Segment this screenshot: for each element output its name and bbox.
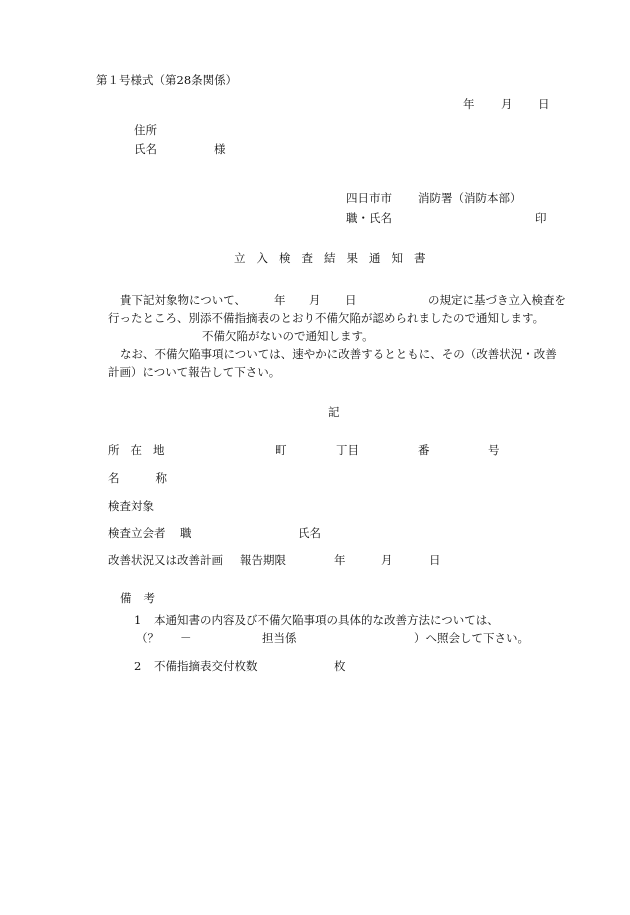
remark1-contact: 担当係 <box>262 631 297 645</box>
deadline-day: 日 <box>429 553 441 567</box>
report-label: 改善状況又は改善計画 <box>108 553 223 567</box>
remark1-phone-dash: － <box>180 631 192 645</box>
remark1-number: 1 <box>134 613 142 627</box>
remark1-phone-open: （？ <box>136 631 159 645</box>
witness-name: 氏名 <box>298 526 321 540</box>
recipient-honorific: 様 <box>214 142 226 156</box>
field-town: 町 <box>275 443 287 457</box>
deadline-month: 月 <box>381 553 393 567</box>
remarks-heading: 備考 <box>120 591 167 605</box>
body-para2-line1: なお、不備欠陥事項については、速やかに改善するとともに、その（改善状況・改善 <box>120 347 557 361</box>
body-para1-start: 貴下記対象物について、 <box>120 293 247 307</box>
issuer-city: 四日市市 <box>346 191 392 205</box>
remark1-end: ）へ照会して下さい。 <box>414 631 529 645</box>
body-month: 月 <box>309 293 321 307</box>
body-day: 日 <box>345 293 357 307</box>
recipient-name-label: 氏名 <box>134 142 157 156</box>
field-ban: 番 <box>418 443 430 457</box>
remark2-number: 2 <box>134 659 142 673</box>
issuer-title-name: 職・氏名 <box>346 211 392 225</box>
deadline-year: 年 <box>334 553 346 567</box>
ki-heading: 記 <box>328 405 340 419</box>
recipient-address-label: 住所 <box>134 123 157 137</box>
body-para1-line3: 不備欠陥がないので通知します。 <box>202 329 374 343</box>
date-year: 年 <box>463 97 475 111</box>
remark1-text: 本通知書の内容及び不備欠陥事項の具体的な改善方法については、 <box>154 613 499 627</box>
form-number: 第１号様式（第28条関係） <box>96 73 238 87</box>
seal-mark: 印 <box>535 211 547 225</box>
date-day: 日 <box>538 97 550 111</box>
remark2-unit: 枚 <box>334 659 346 673</box>
body-para2-line2: 計画）について報告して下さい。 <box>108 365 281 379</box>
deadline-label: 報告期限 <box>240 553 286 567</box>
body-year: 年 <box>274 293 286 307</box>
issuer-department: 消防署（消防本部） <box>418 191 522 205</box>
date-month: 月 <box>501 97 513 111</box>
body-para1-regulation: の規定に基づき立入検査を <box>428 293 566 307</box>
remark2-text: 不備指摘表交付枚数 <box>154 659 258 673</box>
target-label: 検査対象 <box>108 499 154 513</box>
document-title: 立入検査結果通知書 <box>234 251 437 265</box>
location-label: 所在地 <box>108 443 176 457</box>
witness-label: 検査立会者 <box>108 526 166 540</box>
field-go: 号 <box>488 443 500 457</box>
body-para1-line2: 行ったところ、別添不備指摘表のとおり不備欠陥が認められましたので通知します。 <box>108 311 545 325</box>
field-chome: 丁目 <box>336 443 359 457</box>
name-label: 名称 <box>108 471 203 485</box>
witness-position: 職 <box>180 526 192 540</box>
